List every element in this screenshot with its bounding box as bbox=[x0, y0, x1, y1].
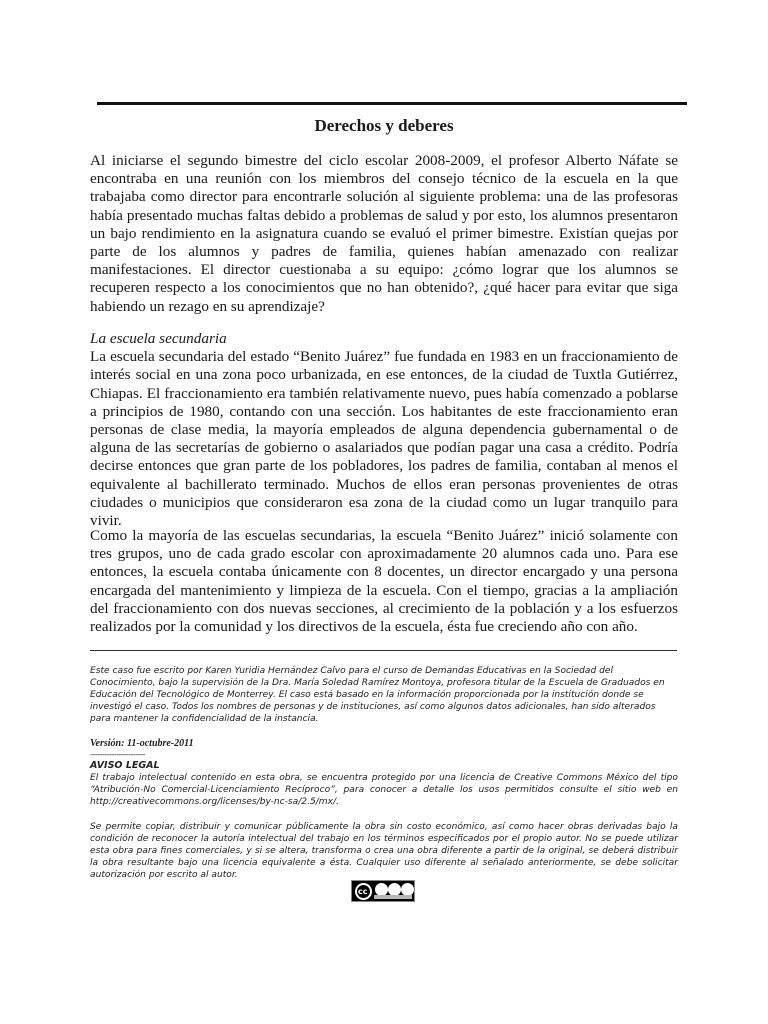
intro-text: Al iniciarse el segundo bimestre del ciclo escolar 2008-2009, el profesor Alberto Náfate se encontraba en una reunión con los miembros del consejo técnico de la escuela en la que trabajaba como director para encontrarle solución al siguiente problema: una de las profesoras había presentado muchas faltas debido a problemas de salud y por esto, los alumnos presentaron un bajo rendimiento en la asignatura cuando se evaluó el primer bimestre. Existían quejas por parte de los alumnos y padres de familia, quienes habían amenazado con realizar manifestaciones. El director cuestionaba a su equipo: ¿cómo lograr que los alumnos se recuperen respecto a los conocimientos que no han obtenido?, ¿qué hacer para evitar que siga habiendo un rezago en su aprendizaje? bbox=[90, 152, 678, 315]
creative-commons-by-nc-sa-icon bbox=[351, 880, 415, 902]
section-paragraph-2-block bbox=[90, 527, 678, 636]
section-school bbox=[90, 330, 678, 530]
version-label: Versión: 11-octubre-2011 bbox=[90, 738, 194, 749]
legal-notice-paragraph-2: Se permite copiar, distribuir y comunicar públicamente la obra sin costo económico, así como hacer obras derivadas bajo la condición de reconocer la autoría intelectual del trabajo en los términos especificados por el propio autor. No se puede utilizar esta obra para fines comerciales, y si se altera, transforma o crea una obra diferente a partir de la original, se deberá distribuir la obra resultante bajo una licencia equivalente a ésta. Cualquier uso diferente al señalado anteriormente, se debe solicitar autorización por escrito al autor. bbox=[90, 822, 678, 881]
legal-notice-paragraph-1: El trabajo intelectual contenido en esta obra, se encuentra protegido por una licencia de Creative Commons México del tipo “Atribución-No Comercial-Licenciamiento Recíproco”, para conocer a detalle los usos permitidos consulte el sitio web en http://creativecommons.org/licenses/by-nc-sa/2.5/mx/. bbox=[90, 773, 678, 808]
dash-separator: ----------------------- bbox=[90, 750, 145, 759]
case-note: Este caso fue escrito por Karen Yuridia Hernández Calvo para el curso de Demandas Educativas en la Sociedad del Conocimiento, bajo la supervisión de la Dra. María Soledad Ramírez Montoya, profesora titular de la Escuela de Graduados en Educación del Tecnológico de Monterrey. El caso está basado en la información proporcionada por la institución donde se investigó el caso. Todos los nombres de personas y de instituciones, así como algunos datos adicionales, han sido alterados para mantener la confidencialidad de la instancia. bbox=[90, 666, 665, 725]
cc-badge-text: cc bbox=[358, 887, 368, 896]
header-rule bbox=[97, 102, 687, 105]
footer-rule bbox=[90, 650, 677, 651]
section-heading: La escuela secundaria bbox=[90, 330, 227, 347]
document-title: Derechos y deberes bbox=[314, 116, 454, 135]
intro-paragraph bbox=[90, 152, 678, 316]
section-paragraph-2: Como la mayoría de las escuelas secundarias, la escuela “Benito Juárez” inició solamente con tres grupos, uno de cada grado escolar con aproximadamente 20 alumnos cada uno. Para ese entonces, la escuela contaba únicamente con 8 docentes, un director encargado y una persona encargada del mantenimiento y limpieza de la escuela. Con el tiempo, gracias a la ampliación del fraccionamiento con dos nuevas secciones, al crecimiento de la población y a los esfuerzos realizados por la comunidad y los directivos de la escuela, ésta fue creciendo año con año. bbox=[90, 527, 678, 636]
license-strip bbox=[374, 895, 412, 899]
cc-logo-icon bbox=[355, 883, 372, 900]
legal-notice-title: AVISO LEGAL bbox=[90, 760, 160, 771]
section-paragraph-1: La escuela secundaria del estado “Benito Juárez” fue fundada en 1983 en un fraccionamiento de interés social en una zona poco urbanizada, en ese entonces, de la ciudad de Tuxtla Gutiérrez, Chiapas. El fraccionamiento era también relativamente nuevo, pues había comenzado a poblarse a principios de 1980, contando con una sección. Los habitantes de este fraccionamiento eran personas de clase media, la mayoría empleados de alguna dependencia gubernamental o de alguna de las secretarías de gobierno o asalariados que podían pagar una casa a crédito. Podría decirse entonces que gran parte de los pobladores, los padres de familia, contaban al menos el equivalente al bachillerato terminado. Muchos de ellos eran personas provenientes de otras ciudades o municipios que consideraron esa zona de la ciudad como un lugar tranquilo para vivir. bbox=[90, 348, 678, 530]
